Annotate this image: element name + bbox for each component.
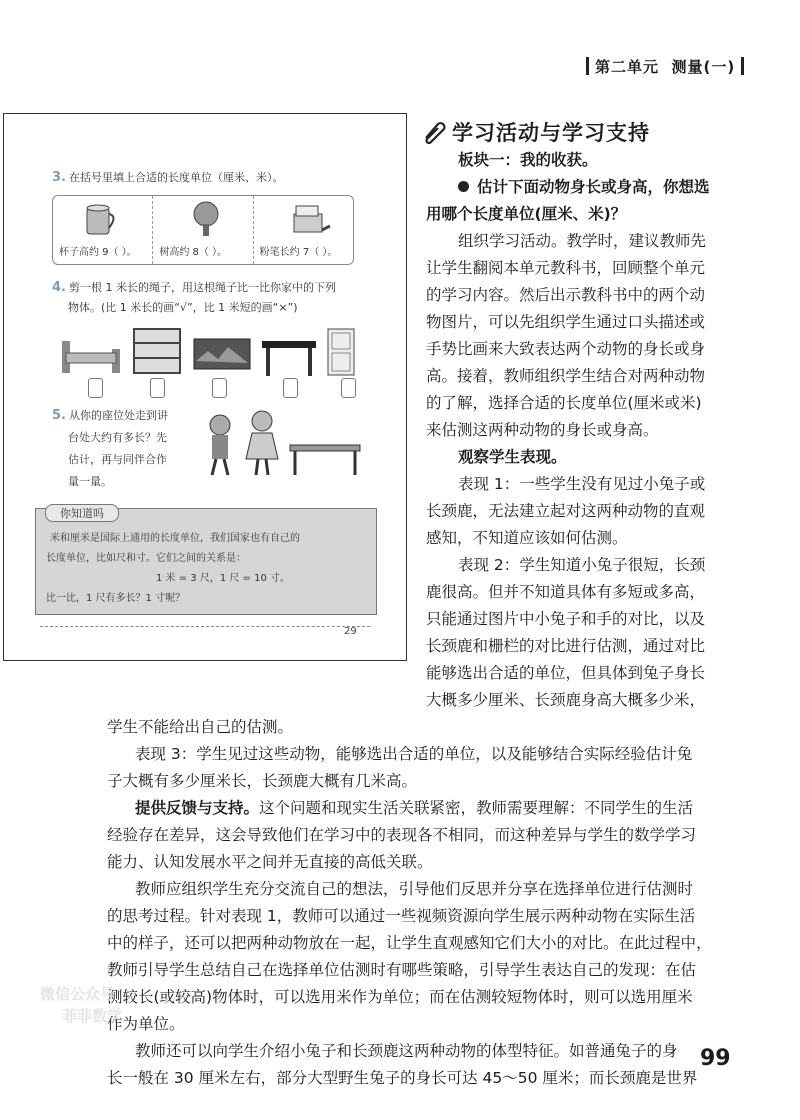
answer-box (212, 378, 227, 398)
body-line: 只能通过图片中小兔子和手的对比，以及 (426, 610, 706, 628)
block-title: 板块一：我的收获。 (458, 151, 598, 169)
tree-label: 树高约 8（ ）。 (159, 247, 228, 258)
body-line: 中的样子，还可以把两种动物放在一起，让学生直观感知它们大小的对比。在此过程中， (107, 934, 712, 952)
cup-label: 杯子高约 9（ ）。 (59, 247, 137, 258)
body-line: 教师应组织学生充分交流自己的想法，引导他们反思并分享在选择单位进行估测时 (135, 880, 694, 898)
body-line: 的思考过程。针对表现 1，教师可以通过一些视频资源向学生展示两种动物在实际生活 (107, 907, 696, 925)
body-line: 组织学习活动。教学时，建议教师先 (458, 232, 707, 250)
question-5 (52, 406, 168, 425)
tree-icon (189, 200, 223, 238)
question-number: 3. (52, 170, 66, 185)
paperclip-icon (420, 120, 448, 144)
watermark (10, 965, 160, 1035)
answer-box (150, 378, 165, 398)
body-line: 能够选出合适的单位，但具体到兔子身长 (426, 664, 706, 682)
running-header (580, 56, 750, 77)
know-line-3: 1 米 = 3 尺，1 尺 = 10 寸。 (156, 573, 290, 584)
feedback-line (135, 795, 693, 822)
body-line: 长一般在 30 厘米左右，部分大型野生兔子的身长可达 45～50 厘米；而长颈鹿是世界 (107, 1069, 698, 1087)
feedback-heading: 提供反馈与支持。 (135, 799, 260, 817)
cup-icon (83, 202, 119, 236)
cup-cell (53, 196, 153, 264)
header-divider (586, 57, 589, 75)
classroom-illustration (200, 405, 370, 480)
body-line: 长颈鹿，无法建立起对这两种动物的直观 (426, 502, 706, 520)
watermark-line2: 菲菲数学 (62, 1007, 123, 1025)
know-line-4: 比一比，1 尺有多长？1 寸呢？ (46, 593, 186, 604)
observe-heading: 观察学生表现。 (458, 448, 567, 466)
body-line: 高。接着，教师组织学生结合对两种动物 (426, 367, 706, 385)
body-line: 来估测这两种动物的身长或身高。 (426, 421, 659, 439)
question-text: 剪一根 1 米长的绳子，用这根绳子比一比你家中的下列 (68, 281, 336, 294)
body-line: 物图片，可以先组织学生通过口头描述或 (426, 313, 706, 331)
body-line: 测较长(或较高)物体时，可以选用米作为单位；而在估测较短物体时，则可以选用厘米 (107, 988, 693, 1006)
chalk-box-icon (288, 202, 332, 238)
body-line: 的学习内容。然后出示教科书中的两个动 (426, 286, 706, 304)
bed-icon (60, 337, 122, 375)
shelf-icon (132, 327, 182, 375)
header-divider-end (741, 57, 744, 75)
inset-page-number: 29 (344, 626, 357, 637)
body-line: 作为单位。 (107, 1015, 185, 1033)
unit-picture-row (52, 195, 354, 265)
question-5-line3: 估计，再与同伴合作 (68, 453, 167, 466)
body-line: 子大概有多少厘米长，长颈鹿大概有几米高。 (107, 772, 418, 790)
body-line: 长颈鹿和栅栏的对比进行估测，通过对比 (426, 637, 706, 655)
question-text: 在括号里填上合适的长度单位（厘米、米）。 (68, 171, 284, 184)
know-line-2: 长度单位，比如尺和寸。它们之间的关系是： (46, 553, 246, 564)
watermark-line1: 微信公众号 (40, 985, 116, 1003)
topic-label: 测量(一) (671, 58, 736, 76)
question-4-line1 (52, 278, 336, 297)
unit-label: 第二单元 (595, 58, 660, 76)
did-you-know-title: 你知道吗 (45, 504, 119, 522)
question-5-line4: 量一量。 (68, 475, 112, 488)
body-line: 感知，不知道应该如何估测。 (426, 529, 628, 547)
did-you-know-box (35, 508, 377, 615)
body-line: 学生不能给出自己的估测。 (107, 718, 294, 736)
task-prompt-line1 (458, 174, 710, 201)
task-prompt-line2: 用哪个长度单位(厘米、米)？ (426, 205, 627, 223)
door-icon (326, 327, 356, 377)
body-line: 手势比画来大致表达两个动物的身长或身 (426, 340, 706, 358)
body-line: 表现 3：学生见过这些动物，能够选出合适的单位，以及能够结合实际经验估计兔 (135, 745, 693, 763)
body-line: 能力、认知发展水平之间并无直接的高低关联。 (107, 853, 433, 871)
answer-box (341, 378, 356, 398)
body-line: 教师引导学生总结自己在选择单位估测时有哪些策略，引导学生表达自己的发现：在估 (107, 961, 697, 979)
answer-box (88, 378, 103, 398)
question-4-line2: 物体。(比 1 米长的画“√”，比 1 米短的画“×”) (68, 301, 298, 314)
body-line: 表现 1：一些学生没有见过小兔子或 (458, 475, 706, 493)
task-prompt-text: 估计下面动物身长或身高，你想选 (477, 178, 710, 196)
answer-box (283, 378, 298, 398)
body-line: 表现 2：学生知道小兔子很短，长颈 (458, 556, 706, 574)
chalk-cell (254, 196, 353, 264)
body-line: 鹿很高。但并不知道具体有多短或多高， (426, 583, 706, 601)
footer-rule (40, 626, 370, 627)
furniture-row (60, 327, 360, 397)
question-5-line2: 台处大约有多长？先 (68, 431, 167, 444)
body-line: 经验存在差异，这会导致他们在学习中的表现各不相同，而这种差异与学生的数学学习 (107, 826, 697, 844)
body-line: 教师还可以向学生介绍小兔子和长颈鹿这两种动物的体型特征。如普通兔子的身 (135, 1042, 678, 1060)
body-line: 的了解，选择合适的长度单位(厘米或米) (426, 394, 702, 412)
section-title-text: 学习活动与学习支持 (452, 121, 650, 145)
question-text: 从你的座位处走到讲 (68, 409, 168, 422)
tv-icon (192, 337, 252, 375)
chalk-label: 粉笔长约 7（ ）。 (259, 247, 338, 258)
body-line: 让学生翻阅本单元教科书，回顾整个单元 (426, 259, 706, 277)
question-3 (52, 168, 283, 187)
bullet-icon (458, 181, 469, 192)
know-line-1: 米和厘米是国际上通用的长度单位，我们国家也有自己的 (50, 533, 300, 544)
question-number: 4. (52, 280, 66, 295)
feedback-text: 这个问题和现实生活关联紧密，教师需要理解：不同学生的生活 (259, 799, 694, 817)
question-number: 5. (52, 408, 66, 423)
page-number: 99 (700, 1046, 731, 1071)
tree-cell (153, 196, 253, 264)
table-icon (260, 337, 318, 377)
section-title (420, 117, 650, 147)
body-line: 大概多少厘米、长颈鹿身高大概多少米， (426, 691, 706, 709)
